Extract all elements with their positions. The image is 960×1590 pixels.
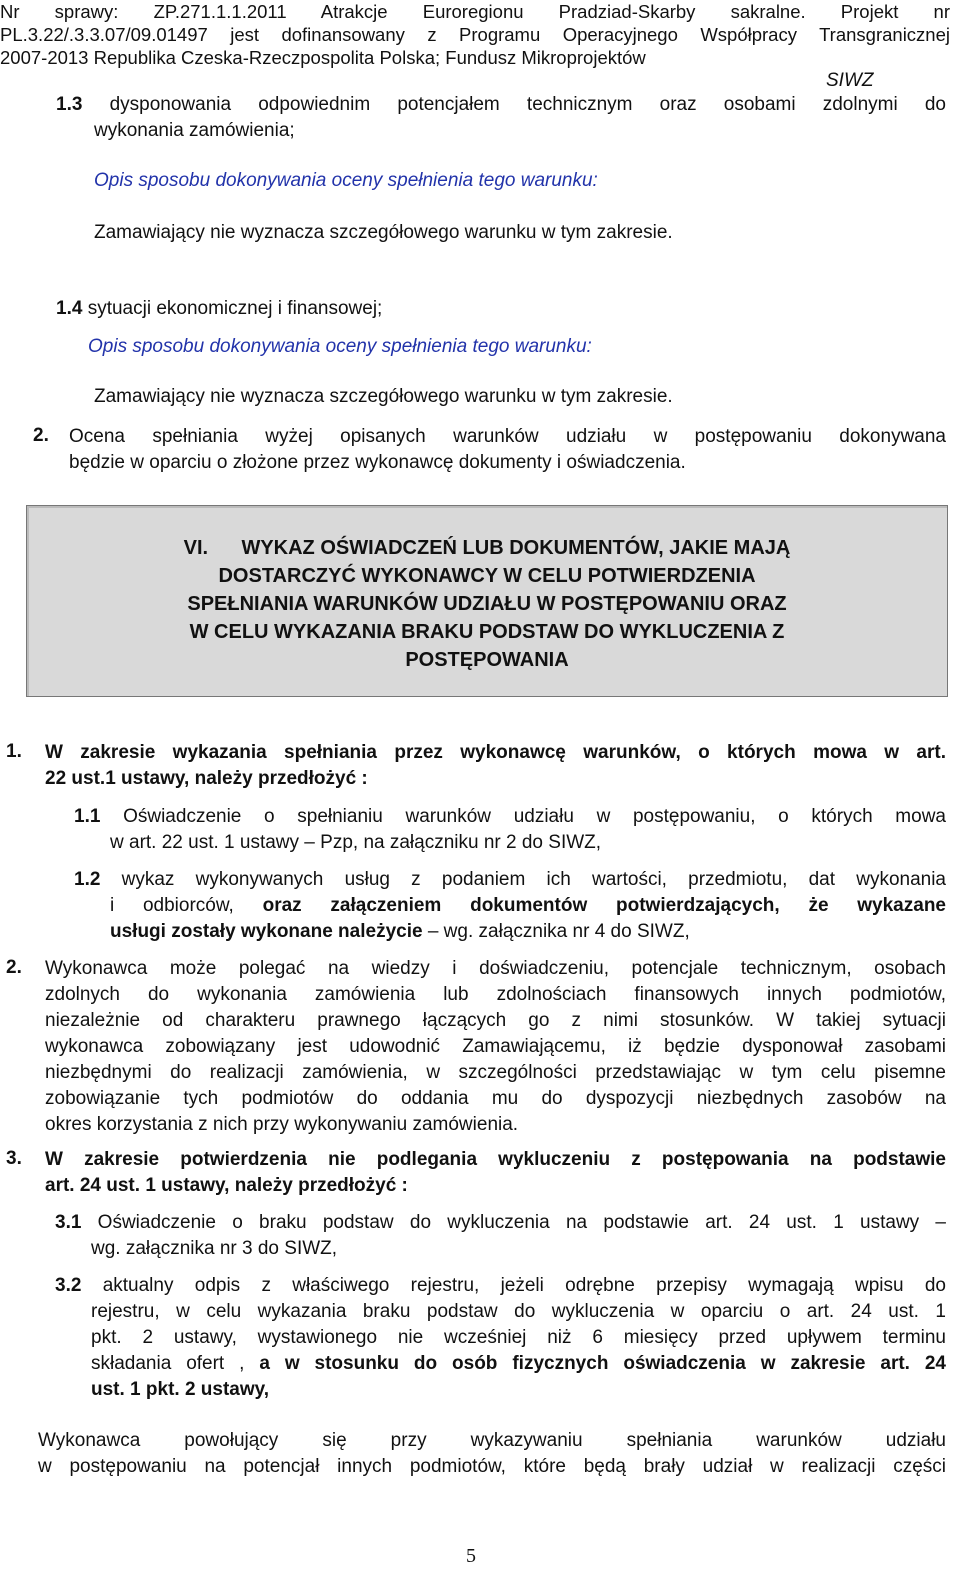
- point-3: [45, 1147, 946, 1199]
- header-line-3: 2007-2013 Republika Czeska-Rzeczpospolita Polska; Fundusz Mikroprojektów: [0, 47, 646, 68]
- section-1-3-number: 1.3: [56, 94, 83, 115]
- point-2: [45, 956, 946, 1138]
- point-3-2-line-2: rejestru, w celu wykazania braku podstaw do wykluczenia w oparciu o art. 24 ust. 1: [91, 1301, 946, 1322]
- point-3-1-number: 3.1: [55, 1212, 82, 1233]
- section-vi-heading-line-1: VI. WYKAZ OŚWIADCZEŃ LUB DOKUMENTÓW, JAKIE MAJĄ: [183, 537, 791, 559]
- point-1-line-1: W zakresie wykazania spełniania przez wykonawcę warunków, o których mowa w art.: [45, 742, 946, 763]
- point-1-number: 1.: [6, 741, 22, 762]
- section-1-4-opis: Opis sposobu dokonywania oceny spełnienia tego warunku:: [88, 336, 592, 357]
- section-1-3-opis: Opis sposobu dokonywania oceny spełnienia tego warunku:: [94, 170, 598, 191]
- point-1-2-line-2b: oraz załączeniem dokumentów potwierdzających, że wykazane: [262, 895, 946, 916]
- page-header: [0, 0, 950, 69]
- point-2-line-1: Wykonawca może polegać na wiedzy i doświadczeniu, potencjale technicznym, osobach: [45, 958, 946, 979]
- point-1-line-2: 22 ust.1 ustawy, należy przedłożyć :: [45, 768, 368, 789]
- point-3-line-2: art. 24 ust. 1 ustawy, należy przedłożyć :: [45, 1175, 408, 1196]
- point-2-line-7: okres korzystania z nich przy wykonywaniu zamówienia.: [45, 1114, 519, 1135]
- point-2-line-5: niezbędnymi do realizacji zamówienia, w szczególności przedstawiając w tym celu pisemne: [45, 1062, 946, 1083]
- point-1-1-line-2: w art. 22 ust. 1 ustawy – Pzp, na załączniku nr 2 do SIWZ,: [110, 832, 602, 853]
- section-2-top: [69, 424, 946, 476]
- point-2-number: 2.: [6, 957, 22, 978]
- section-vi-heading-line-4: W CELU WYKAZANIA BRAKU PODSTAW DO WYKLUCZENIA Z: [189, 621, 785, 643]
- header-line-2: PL.3.22/.3.3.07/09.01497 jest dofinansowany z Programu Operacyjnego Współpracy Transgranicznej: [0, 24, 950, 45]
- final-paragraph: [38, 1428, 946, 1480]
- point-1-2-line-3b: – wg. załącznika nr 4 do SIWZ,: [422, 921, 690, 942]
- section-1-4-number: 1.4: [56, 298, 83, 319]
- point-3-2-line-3: pkt. 2 ustawy, wystawionego nie wcześniej niż 6 miesięcy przed upływem terminu: [91, 1327, 946, 1348]
- point-1-2: [74, 867, 946, 945]
- point-3-2: [55, 1273, 946, 1403]
- section-2-top-line-2: będzie w oparciu o złożone przez wykonawcę dokumenty i oświadczenia.: [69, 452, 686, 473]
- point-1-2-line-3a: usługi zostały wykonane należycie: [110, 921, 423, 942]
- point-3-1-line-1: Oświadczenie o braku podstaw do wykluczenia na podstawie art. 24 ust. 1 ustawy –: [81, 1212, 946, 1233]
- point-3-2-number: 3.2: [55, 1275, 82, 1296]
- section-1-4-text: sytuacji ekonomicznej i finansowej;: [82, 298, 383, 319]
- point-1: [45, 740, 946, 792]
- point-1-2-number: 1.2: [74, 869, 101, 890]
- page-number: 5: [466, 1545, 476, 1567]
- siwz-label: SIWZ: [826, 70, 874, 91]
- point-3-number: 3.: [6, 1148, 22, 1169]
- section-1-3-text-2: wykonania zamówienia;: [94, 120, 295, 141]
- section-vi-heading: [27, 534, 947, 674]
- section-vi-heading-box: [26, 505, 948, 697]
- point-1-1-line-1: Oświadczenie o spełnianiu warunków udziału w postępowaniu, o których mowa: [100, 806, 946, 827]
- point-2-line-2: zdolnych do wykonania zamówienia lub zdolnościach finansowych innych podmiotów,: [45, 984, 946, 1005]
- point-1-1-number: 1.1: [74, 806, 101, 827]
- final-line-2: w postępowaniu na potencjał innych podmiotów, które będą brały udział w realizacji części: [38, 1456, 946, 1477]
- section-vi-heading-line-3: SPEŁNIANIA WARUNKÓW UDZIAŁU W POSTĘPOWANIU ORAZ: [187, 593, 787, 615]
- header-line-1: Nr sprawy: ZP.271.1.1.2011 Atrakcje Euroregionu Pradziad-Skarby sakralne. Projekt nr: [0, 1, 950, 22]
- section-1-3-text: dysponowania odpowiednim potencjałem technicznym oraz osobami zdolnymi do: [82, 94, 946, 115]
- section-1-3-zamawiajacy: Zamawiający nie wyznacza szczegółowego warunku w tym zakresie.: [94, 222, 673, 243]
- point-3-2-line-4b: a w stosunku do osób fizycznych oświadczenia w zakresie art. 24: [259, 1353, 946, 1374]
- point-3-line-1: W zakresie potwierdzenia nie podlegania wykluczeniu z postępowania na podstawie: [45, 1149, 946, 1170]
- section-vi-heading-line-2: DOSTARCZYĆ WYKONAWCY W CELU POTWIERDZENIA: [218, 565, 756, 587]
- point-3-2-line-5: ust. 1 pkt. 2 ustawy,: [91, 1379, 270, 1400]
- point-3-2-line-1: aktualny odpis z właściwego rejestru, jeżeli odrębne przepisy wymagają wpisu do: [81, 1275, 946, 1296]
- point-1-2-line-1: wykaz wykonywanych usług z podaniem ich wartości, przedmiotu, dat wykonania: [100, 869, 946, 890]
- point-1-2-line-2a: i odbiorców,: [110, 895, 263, 916]
- section-1-3: [56, 92, 946, 144]
- point-3-2-line-4a: składania ofert ,: [91, 1353, 260, 1374]
- section-vi-heading-line-5: POSTĘPOWANIA: [405, 649, 569, 671]
- point-2-line-4: wykonawca zobowiązany jest udowodnić Zamawiającemu, iż będzie dysponował zasobami: [45, 1036, 946, 1057]
- section-2-top-line-1: Ocena spełniania wyżej opisanych warunków udziału w postępowaniu dokonywana: [69, 426, 946, 447]
- section-2-top-number: 2.: [33, 425, 49, 446]
- point-3-1-line-2: wg. załącznika nr 3 do SIWZ,: [91, 1238, 338, 1259]
- point-3-1: [55, 1210, 946, 1262]
- final-line-1: Wykonawca powołujący się przy wykazywaniu spełniania warunków udziału: [38, 1430, 946, 1451]
- section-1-4-zamawiajacy: Zamawiający nie wyznacza szczegółowego warunku w tym zakresie.: [94, 386, 673, 407]
- point-1-1: [74, 804, 946, 856]
- section-1-4: [56, 298, 382, 320]
- point-2-line-3: niezależnie od charakteru prawnego łączących go z nimi stosunków. W takiej sytuacji: [45, 1010, 946, 1031]
- point-2-line-6: zobowiązanie tych podmiotów do oddania mu do dyspozycji niezbędnych zasobów na: [45, 1088, 946, 1109]
